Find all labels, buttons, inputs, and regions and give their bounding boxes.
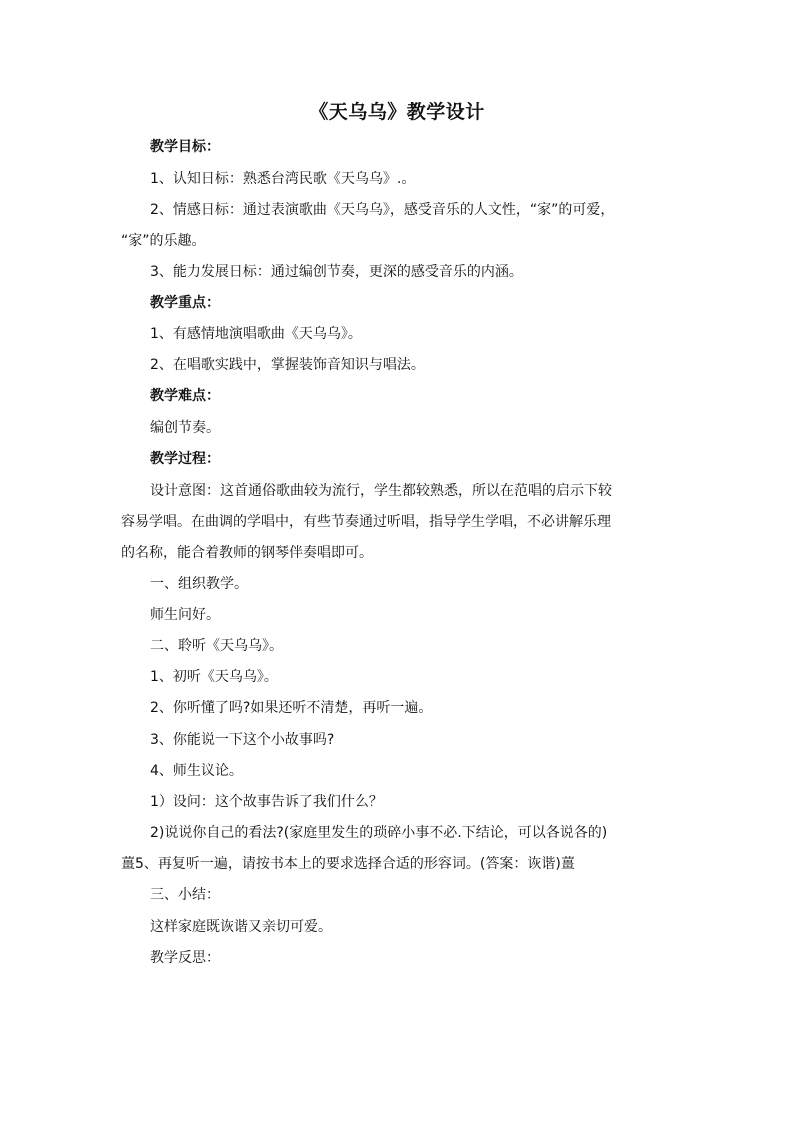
key-point-1: 1、有感情地演唱歌曲《天乌乌》。 [150, 326, 362, 342]
heading-key-points: 教学重点： [150, 295, 220, 311]
discussion-opinion: 2)说说你自己的看法?(家庭里发生的琐碎小事不必.下结论，可以各说各的) [150, 825, 608, 841]
objective-emotional: 2、情感日标：通过表演歌曲《天乌乌》，感受音乐的人文性，“家”的可爱， [150, 202, 615, 218]
design-intent-line3: 的名称，能合着教师的钢琴伴奏唱即可。 [121, 545, 373, 561]
section-listen: 二、聆听《天乌乌》。 [150, 638, 283, 654]
heading-process: 教学过程： [150, 451, 220, 467]
difficulty-text: 编创节奏。 [150, 420, 220, 436]
heading-reflection: 教学反思： [150, 950, 220, 966]
key-point-2: 2、在唱歌实践中，掌握装饰音知识与唱法。 [150, 357, 425, 373]
listen-step-2: 2、你听懂了吗?如果还听不清楚，再听一遍。 [150, 700, 433, 716]
listen-step-3: 3、你能说一下这个小故事吗? [150, 732, 335, 748]
design-intent-line2: 容易学唱。在曲调的学唱中，有些节奏通过听唱，指导学生学唱，不必讲解乐理 [121, 514, 611, 530]
section-organize: 一、组织教学。 [150, 576, 248, 592]
greeting-text: 师生问好。 [150, 607, 220, 623]
listen-step-1: 1、初听《天乌乌》。 [150, 669, 278, 685]
summary-text: 这样家庭既诙谐又亲切可爱。 [150, 919, 332, 935]
listen-step-4: 4、师生议论。 [150, 763, 243, 779]
section-summary: 三、小结： [150, 887, 220, 903]
objective-cognitive: 1、认知日标：熟悉台湾民歌《天乌乌》.。 [150, 171, 416, 187]
discussion-question: 1）设问：这个故事告诉了我们什么？ [150, 794, 383, 810]
heading-objectives: 教学目标： [150, 139, 220, 155]
objective-ability: 3、能力发展日标：通过编创节奏，更深的感受音乐的内涵。 [150, 264, 523, 280]
listen-step-5: 薑5、再复听一遍，请按书本上的要求选择合适的形容词。(答案：诙谐)薑 [121, 856, 575, 872]
document-title: 《天乌乌》教学设计 [309, 101, 485, 123]
design-intent-line1: 设计意图：这首通俗歌曲较为流行，学生都较熟悉，所以在范唱的启示下较 [150, 483, 612, 499]
heading-difficulties: 教学难点： [150, 388, 220, 404]
objective-emotional-cont: “家”的乐趣。 [121, 233, 206, 249]
